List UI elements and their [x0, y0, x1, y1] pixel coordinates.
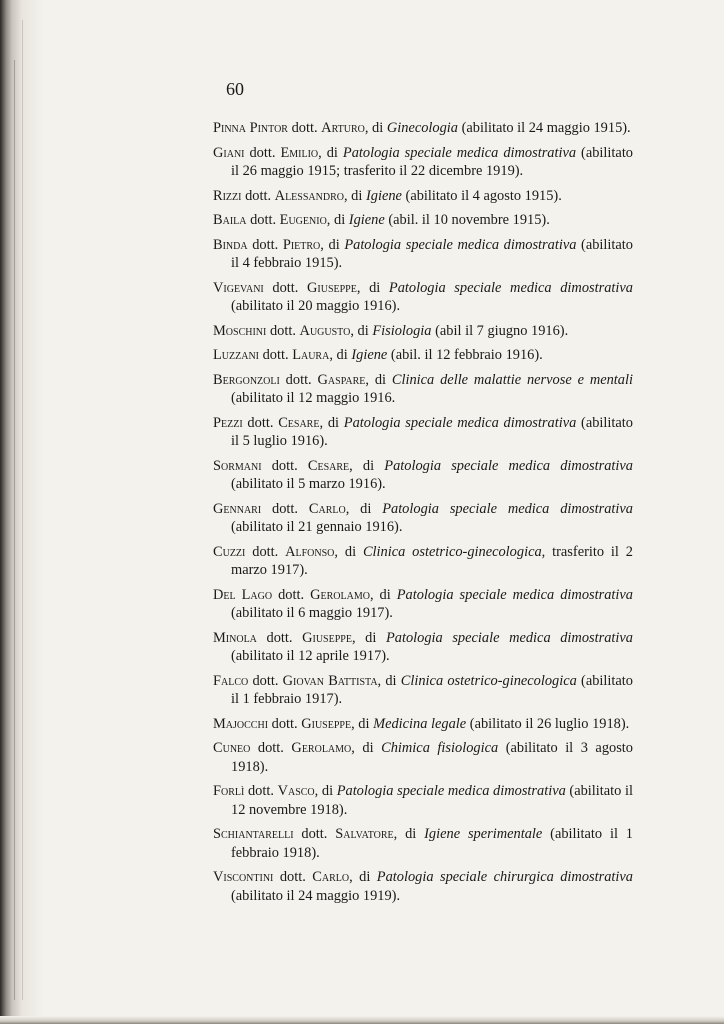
- entry-connector: , di: [345, 500, 383, 517]
- entry-connector: , di: [314, 783, 337, 799]
- entry-surname: Baila: [213, 212, 247, 228]
- scan-binding-edge: [0, 0, 44, 1024]
- entry-detail: (abilitato il 24 maggio 1919).: [231, 887, 401, 904]
- entry-subject: Patologia speciale medica dimostrativa: [382, 500, 633, 517]
- entry-detail: (abil. il 12 febbraio 1916).: [387, 347, 543, 363]
- entry-detail: (abil. il 10 novembre 1915).: [384, 212, 550, 228]
- entry-title: dott.: [279, 371, 318, 388]
- entry-connector: , di: [351, 740, 382, 756]
- list-item: [213, 119, 633, 138]
- entry-title: dott.: [272, 586, 311, 603]
- entry-title: dott.: [250, 740, 292, 756]
- entry-title: dott.: [244, 144, 281, 161]
- entry-surname: Vigevani: [213, 279, 264, 296]
- entry-connector: , di: [351, 715, 374, 732]
- entry-subject: Igiene: [365, 187, 402, 204]
- entry-subject: Patologia speciale medica dimostrativa: [342, 144, 577, 161]
- list-item: [213, 322, 633, 341]
- entry-detail: (abilitato il 12 aprile 1917).: [231, 648, 390, 664]
- entry-surname: Cuneo: [213, 740, 251, 756]
- entry-title: dott.: [273, 869, 313, 885]
- entry-title: dott.: [293, 826, 336, 842]
- entry-title: dott.: [259, 347, 293, 363]
- list-item: [213, 739, 633, 776]
- list-item: [213, 187, 633, 206]
- entry-title: dott.: [247, 236, 283, 253]
- entry-subject: Clinica delle malattie nervose e mentali: [391, 371, 633, 388]
- entry-connector: , di: [350, 322, 373, 339]
- entry-given-name: Giuseppe: [307, 279, 357, 296]
- entry-given-name: Giuseppe: [301, 715, 352, 732]
- entry-title: dott.: [244, 783, 278, 799]
- entry-surname: Rizzi: [213, 187, 242, 204]
- entry-surname: Sormani: [213, 457, 262, 474]
- entry-detail: (abilitato il 4 agosto 1915).: [401, 187, 562, 204]
- entry-subject: Clinica ostetrico-ginecologica: [400, 672, 577, 689]
- entry-connector: , di: [329, 347, 352, 363]
- entry-given-name: Cesare: [278, 414, 320, 431]
- entry-given-name: Vasco: [277, 783, 315, 799]
- entry-connector: , di: [349, 869, 377, 885]
- entry-detail: (abilitato il 24 maggio 1915).: [458, 120, 631, 136]
- entry-given-name: Giovan Battista: [282, 672, 378, 689]
- entry-connector: , di: [319, 414, 344, 431]
- entry-detail: (abilitato il 5 marzo 1916).: [231, 476, 386, 492]
- entry-subject: Chimica fisiologica: [381, 740, 499, 756]
- entry-detail: (abilitato il 12 maggio 1916.: [231, 390, 396, 406]
- entry-surname: Giani: [213, 144, 245, 161]
- entry-subject: Patologia speciale medica dimostrativa: [384, 457, 633, 474]
- entry-given-name: Augusto: [299, 322, 351, 339]
- entry-title: dott.: [241, 187, 275, 204]
- list-item: [213, 211, 633, 230]
- entry-title: dott.: [248, 672, 283, 689]
- entry-given-name: Carlo: [312, 869, 350, 885]
- list-item: [213, 144, 633, 181]
- entry-subject: Igiene sperimentale: [424, 826, 543, 842]
- entry-subject: Ginecologia: [386, 120, 458, 136]
- entry-surname: Pinna Pintor: [213, 120, 288, 136]
- entry-title: dott.: [261, 457, 308, 474]
- entry-title: dott.: [268, 715, 302, 732]
- entry-title: dott.: [245, 543, 286, 560]
- list-item: [213, 868, 633, 905]
- entry-detail: (abilitato il 26 luglio 1918).: [466, 715, 630, 732]
- entry-title: dott.: [263, 279, 307, 296]
- entry-subject: Patologia speciale medica dimostrativa: [343, 414, 577, 431]
- list-item: [213, 586, 633, 623]
- entry-subject: Clinica ostetrico-ginecologica: [362, 543, 542, 560]
- list-item: [213, 371, 633, 408]
- entry-given-name: Laura: [292, 347, 330, 363]
- entry-subject: Patologia speciale medica dimostrativa: [385, 629, 633, 646]
- entry-surname: Luzzani: [213, 347, 260, 363]
- entry-given-name: Eugenio: [279, 212, 327, 228]
- entry-detail: (abilitato il 1 febbraio 1918).: [231, 826, 634, 861]
- list-item: [213, 672, 633, 709]
- entry-given-name: Gerolamo: [291, 740, 352, 756]
- entry-connector: , di: [364, 120, 387, 136]
- list-item: [213, 500, 633, 537]
- entry-title: dott.: [266, 322, 300, 339]
- list-item: [213, 715, 633, 734]
- entry-subject: Igiene: [351, 347, 388, 363]
- list-item: [213, 346, 633, 365]
- list-item: [213, 414, 633, 451]
- entry-given-name: Gaspare: [317, 371, 366, 388]
- entry-given-name: Giuseppe: [302, 629, 352, 646]
- entry-detail: (abilitato il 3 agosto 1918).: [231, 740, 634, 775]
- entry-detail: (abilitato il 6 maggio 1917).: [231, 605, 393, 621]
- entry-given-name: Carlo: [308, 500, 346, 517]
- entry-given-name: Emilio: [280, 144, 319, 161]
- entry-surname: Minola: [213, 629, 257, 646]
- list-item: [213, 457, 633, 494]
- entry-surname: Moschini: [213, 322, 267, 339]
- entry-surname: Gennari: [213, 500, 262, 517]
- entry-subject: Patologia speciale medica dimostrativa: [396, 586, 633, 603]
- entry-surname: Bergonzoli: [213, 371, 280, 388]
- entry-subject: Patologia speciale medica dimostrativa: [344, 236, 577, 253]
- list-item: [213, 236, 633, 273]
- entry-title: dott.: [261, 500, 309, 517]
- entry-title: dott.: [256, 629, 303, 646]
- entry-subject: Medicina legale: [373, 715, 467, 732]
- entry-connector: , di: [356, 279, 389, 296]
- entry-connector: , di: [343, 187, 366, 204]
- list-item: [213, 825, 633, 862]
- entry-connector: , di: [318, 144, 343, 161]
- entry-surname: Forlì: [213, 783, 245, 799]
- entry-given-name: Cesare: [307, 457, 350, 474]
- entry-surname: Cuzzi: [213, 543, 246, 560]
- entry-subject: Fisiologia: [372, 322, 432, 339]
- entry-detail: (abilitato il 20 maggio 1916).: [231, 298, 401, 314]
- entry-connector: , di: [377, 672, 401, 689]
- docent-list: [213, 119, 633, 911]
- entry-given-name: Alfonso: [285, 543, 335, 560]
- entry-given-name: Pietro: [282, 236, 321, 253]
- scan-shadow-line: [22, 20, 23, 1000]
- entry-given-name: Arturo: [321, 120, 365, 136]
- entry-detail: (abilitato il 1 febbraio 1917).: [231, 672, 634, 707]
- entry-given-name: Salvatore: [335, 826, 394, 842]
- entry-detail: (abilitato il 21 gennaio 1916).: [231, 519, 403, 535]
- entry-subject: Patologia speciale medica dimostrativa: [336, 783, 566, 799]
- list-item: [213, 543, 633, 580]
- entry-title: dott.: [242, 414, 279, 431]
- entry-detail: (abil il 7 giugno 1916).: [431, 322, 569, 339]
- entry-detail: (abilitato il 4 febbraio 1915).: [231, 236, 633, 271]
- entry-surname: Binda: [213, 236, 248, 253]
- entry-given-name: Alessandro: [274, 187, 344, 204]
- entry-connector: , di: [334, 543, 363, 560]
- entry-connector: , di: [326, 212, 349, 228]
- entry-connector: , di: [369, 586, 397, 603]
- entry-surname: Falco: [213, 672, 249, 689]
- entry-detail: (abilitato il 26 maggio 1915; trasferito il 22 dicembre 1919).: [231, 144, 634, 179]
- entry-surname: Pezzi: [213, 414, 243, 431]
- entry-detail: (abilitato il 5 luglio 1916).: [231, 414, 633, 449]
- entry-surname: Viscontini: [213, 869, 274, 885]
- entry-surname: Del Lago: [213, 586, 273, 603]
- entry-connector: , di: [393, 826, 425, 842]
- page-number: 60: [226, 79, 244, 99]
- list-item: [213, 279, 633, 316]
- entry-surname: Majocchi: [213, 715, 269, 732]
- list-item: [213, 629, 633, 666]
- entry-title: dott.: [287, 120, 322, 136]
- entry-title: dott.: [246, 212, 280, 228]
- list-item: [213, 782, 633, 819]
- entry-detail: , trasferito il 2 marzo 1917).: [231, 543, 633, 578]
- entry-connector: , di: [349, 457, 385, 474]
- entry-connector: , di: [351, 629, 386, 646]
- scan-shadow-line: [14, 60, 15, 1000]
- scan-bottom-edge: [0, 1016, 724, 1024]
- entry-connector: , di: [365, 371, 392, 388]
- entry-detail: (abilitato il 12 novembre 1918).: [231, 783, 633, 818]
- entry-surname: Schiantarelli: [213, 826, 294, 842]
- entry-subject: Patologia speciale chirurgica dimostrativa: [376, 869, 633, 885]
- entry-subject: Igiene: [348, 212, 385, 228]
- entry-subject: Patologia speciale medica dimostrativa: [388, 279, 633, 296]
- entry-connector: , di: [320, 236, 345, 253]
- entry-given-name: Gerolamo: [310, 586, 370, 603]
